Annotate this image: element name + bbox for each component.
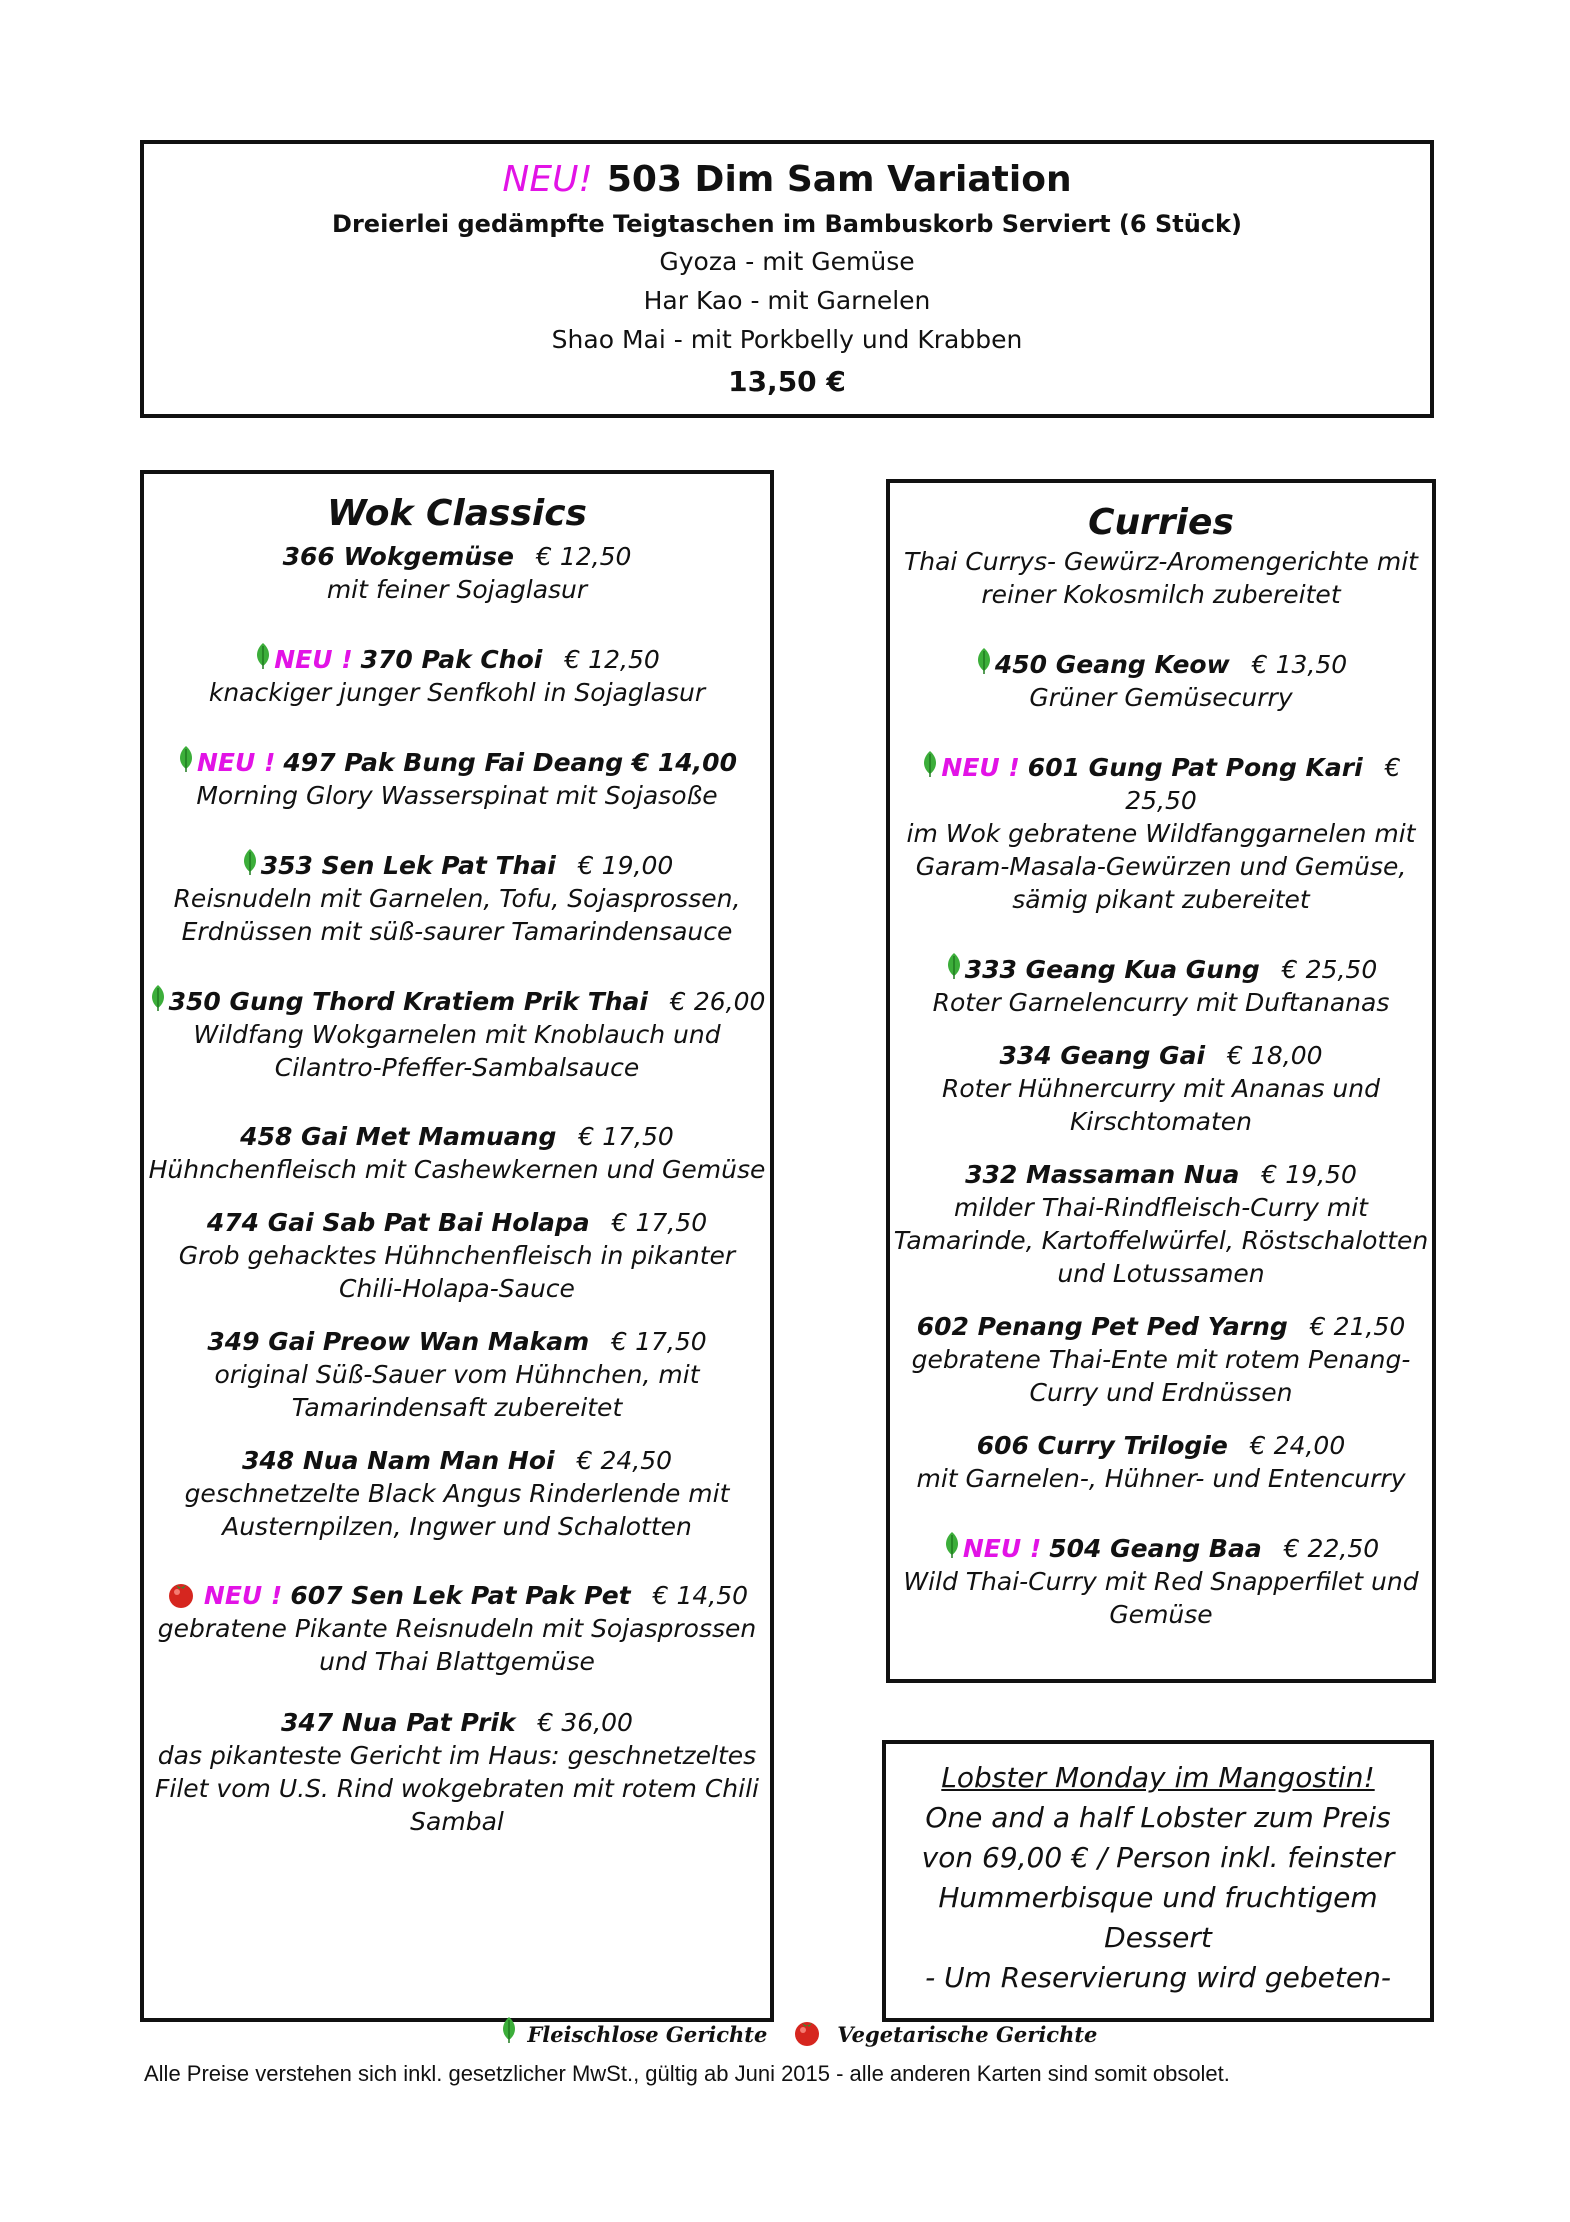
- menu-item-name: 332 Massaman Nua: [965, 1160, 1240, 1189]
- menu-item-description: im Wok gebratene Wildfanggarnelen mit Garam-Masala-Gewürzen und Gemüse, sämig pikant zubereitet: [906, 819, 1416, 914]
- menu-item-head: [166, 1581, 748, 1610]
- menu-item: [144, 1120, 770, 1186]
- wok-classics-title: Wok Classics: [327, 493, 587, 534]
- lobster-line: von 69,00 € / Person inkl. feinster: [921, 1841, 1395, 1874]
- special-line: Gyoza - mit Gemüse: [659, 247, 915, 276]
- menu-item-name: 333 Geang Kua Gung: [964, 955, 1260, 984]
- menu-item-description: gebratene Pikante Reisnudeln mit Sojasprossen und Thai Blattgemüse: [157, 1614, 757, 1676]
- menu-item-price: € 25,50: [1281, 955, 1378, 984]
- menu-item-name: 497 Pak Bung Fai Deang € 14,00: [283, 748, 737, 777]
- menu-item-name: 458 Gai Met Mamuang: [240, 1122, 557, 1151]
- menu-item: [144, 745, 770, 812]
- menu-item-description: Wildfang Wokgarnelen mit Knoblauch und Cilantro-Pfeffer-Sambalsauce: [193, 1020, 721, 1082]
- menu-item-head: [975, 650, 1347, 679]
- menu-item: [144, 540, 770, 606]
- menu-item-price: € 17,50: [611, 1327, 707, 1356]
- special-price: 13,50 €: [728, 365, 846, 398]
- lobster-line: Hummerbisque und fruchtigem: [938, 1881, 1378, 1914]
- menu-item-head: [943, 1534, 1379, 1563]
- menu-item-price: € 12,50: [564, 645, 660, 674]
- special-box: [140, 140, 1434, 418]
- menu-item-head: [240, 1122, 674, 1151]
- legend-vegetarian: Vegetarische Gerichte: [837, 2022, 1098, 2047]
- menu-item-price: € 14,50: [652, 1581, 749, 1610]
- menu-item-name: 349 Gai Preow Wan Makam: [207, 1327, 590, 1356]
- curries-box: [886, 479, 1436, 1683]
- menu-item-head: [965, 1160, 1357, 1189]
- menu-item: [890, 1531, 1432, 1631]
- menu-item-name: 602 Penang Pet Ped Yarng: [916, 1312, 1288, 1341]
- menu-item: [890, 1429, 1432, 1495]
- wok-items-list: [144, 540, 770, 1838]
- menu-item-head: [283, 542, 632, 571]
- menu-item-name: 366 Wokgemüse: [282, 542, 514, 571]
- special-line: Har Kao - mit Garnelen: [643, 286, 931, 315]
- menu-item-name: 350 Gung Thord Kratiem Prik Thai: [168, 987, 648, 1016]
- menu-item: [890, 1039, 1432, 1138]
- curries-title: Curries: [1088, 502, 1234, 543]
- lobster-line: One and a half Lobster zum Preis: [925, 1801, 1391, 1834]
- menu-item-price: € 36,00: [537, 1708, 633, 1737]
- leaf-icon: [975, 647, 993, 675]
- menu-item-name: 370 Pak Choi: [360, 645, 543, 674]
- menu-item-description: mit feiner Sojaglasur: [326, 575, 588, 604]
- menu-item-head: [945, 955, 1377, 984]
- menu-item: [890, 750, 1432, 916]
- lobster-line: - Um Reservierung wird gebeten-: [925, 1961, 1391, 1994]
- menu-item: [890, 952, 1432, 1019]
- menu-item-name: 504 Geang Baa: [1049, 1534, 1262, 1563]
- menu-item-description: knackiger junger Senfkohl in Sojaglasur: [208, 678, 706, 707]
- wok-classics-box: [140, 470, 774, 2022]
- special-subtitle: Dreierlei gedämpfte Teigtaschen im Bambuskorb Serviert (6 Stück): [332, 210, 1242, 238]
- new-tag: NEU !: [941, 753, 1020, 782]
- menu-item: [144, 642, 770, 709]
- menu-item-price: € 12,50: [536, 542, 632, 571]
- price-disclaimer: Alle Preise verstehen sich inkl. gesetzlicher MwSt., gültig ab Juni 2015 - alle anderen Karten sind somit obsolet.: [144, 2061, 1230, 2086]
- leaf-icon: [500, 2016, 518, 2044]
- leaf-icon: [945, 952, 963, 980]
- menu-item-price: € 21,50: [1309, 1312, 1406, 1341]
- menu-item: [144, 984, 770, 1084]
- menu-item-price: € 18,00: [1227, 1041, 1323, 1070]
- menu-item-head: [977, 1431, 1346, 1460]
- menu-item-head: [242, 1446, 672, 1475]
- new-tag: NEU !: [197, 748, 276, 777]
- menu-item-name: 450 Geang Keow: [994, 650, 1230, 679]
- menu-item-price: € 24,00: [1249, 1431, 1346, 1460]
- menu-item-name: 348 Nua Nam Man Hoi: [241, 1446, 555, 1475]
- menu-item: [144, 1206, 770, 1305]
- menu-item-description: Grob gehacktes Hühnchenfleisch in pikanter Chili-Holapa-Sauce: [178, 1241, 736, 1303]
- leaf-icon: [254, 642, 272, 670]
- menu-item-price: € 22,50: [1283, 1534, 1380, 1563]
- menu-item-description: Wild Thai-Curry mit Red Snapperfilet und Gemüse: [903, 1567, 1419, 1629]
- menu-item-description: Reisnudeln mit Garnelen, Tofu, Sojasprossen, Erdnüssen mit süß-saurer Tamarindensauce: [173, 884, 741, 946]
- menu-item-name: 347 Nua Pat Prik: [281, 1708, 516, 1737]
- new-label: NEU!: [502, 159, 593, 200]
- menu-item-description: original Süß-Sauer vom Hühnchen, mit Tamarindensaft zubereitet: [214, 1360, 700, 1422]
- tomato-icon: [166, 1579, 196, 1609]
- menu-item-description: Grüner Gemüsecurry: [1029, 683, 1293, 712]
- menu-item-description: milder Thai-Rindfleisch-Curry mit Tamarinde, Kartoffelwürfel, Röstschalotten und Lotussamen: [893, 1193, 1429, 1288]
- menu-item-head: [177, 748, 737, 777]
- menu-item-description: gebratene Thai-Ente mit rotem Penang-Curry und Erdnüssen: [911, 1345, 1411, 1407]
- new-tag: NEU !: [962, 1534, 1042, 1563]
- menu-item-price: € 17,50: [611, 1208, 708, 1237]
- menu-item: [144, 1325, 770, 1424]
- menu-item-description: Hühnchenfleisch mit Cashewkernen und Gemüse: [148, 1155, 766, 1184]
- lobster-monday-box: [882, 1740, 1434, 2022]
- leaf-icon: [149, 984, 167, 1012]
- leaf-icon: [943, 1531, 961, 1559]
- menu-item-description: Roter Garnelencurry mit Duftananas: [932, 988, 1390, 1017]
- menu-item-name: 606 Curry Trilogie: [976, 1431, 1228, 1460]
- leaf-icon: [241, 848, 259, 876]
- special-title-line: [144, 158, 1430, 202]
- new-tag: NEU !: [203, 1581, 283, 1610]
- menu-item-price: € 19,00: [577, 851, 674, 880]
- menu-item-head: [281, 1708, 633, 1737]
- leaf-icon: [921, 750, 939, 778]
- menu-item-price: € 17,50: [578, 1122, 674, 1151]
- menu-item-head: [921, 753, 1400, 815]
- menu-item-description: Morning Glory Wasserspinat mit Sojasoße: [196, 781, 718, 810]
- lobster-line: Dessert: [1104, 1921, 1212, 1954]
- menu-item-head: [999, 1041, 1322, 1070]
- lobster-headline: Lobster Monday im Mangostin!: [941, 1761, 1375, 1794]
- menu-item: [144, 848, 770, 948]
- menu-item-head: [917, 1312, 1406, 1341]
- tomato-icon: [792, 2017, 822, 2047]
- menu-item: [144, 1706, 770, 1838]
- menu-item-description: mit Garnelen-, Hühner- und Entencurry: [916, 1464, 1406, 1493]
- legend-meatless: Fleischlose Gerichte: [527, 2022, 768, 2047]
- menu-item-name: 601 Gung Pat Pong Kari: [1027, 753, 1363, 782]
- menu-item-price: € 24,50: [576, 1446, 673, 1475]
- menu-item: [890, 1310, 1432, 1409]
- menu-item-head: [207, 1327, 706, 1356]
- menu-item-description: geschnetzelte Black Angus Rinderlende mit Austernpilzen, Ingwer und Schalotten: [184, 1479, 730, 1541]
- menu-item-price: € 25,50: [1125, 753, 1401, 815]
- menu-item: [144, 1579, 770, 1678]
- special-line: Shao Mai - mit Porkbelly und Krabben: [551, 325, 1023, 354]
- menu-item-name: 474 Gai Sab Pat Bai Holapa: [206, 1208, 590, 1237]
- menu-item-name: 607 Sen Lek Pat Pak Pet: [290, 1581, 631, 1610]
- curry-items-list: [890, 647, 1432, 1631]
- leaf-icon: [177, 745, 195, 773]
- menu-item: [890, 1158, 1432, 1290]
- new-tag: NEU !: [274, 645, 353, 674]
- menu-item-head: [241, 851, 674, 880]
- menu-item-description: Roter Hühnercurry mit Ananas und Kirschtomaten: [942, 1074, 1380, 1136]
- menu-item-price: € 13,50: [1251, 650, 1348, 679]
- menu-item-head: [149, 987, 766, 1016]
- special-title: 503 Dim Sam Variation: [606, 159, 1072, 200]
- menu-item-price: € 26,00: [670, 987, 766, 1016]
- menu-item: [890, 647, 1432, 714]
- menu-item-name: 353 Sen Lek Pat Thai: [260, 851, 556, 880]
- menu-item-name: 334 Geang Gai: [999, 1041, 1206, 1070]
- menu-item-head: [207, 1208, 707, 1237]
- menu-item: [144, 1444, 770, 1543]
- menu-item-description: das pikanteste Gericht im Haus: geschnetzeltes Filet vom U.S. Rind wokgebraten mit rotem Chili Sambal: [155, 1741, 759, 1836]
- icon-legend: [500, 2016, 1100, 2053]
- menu-item-head: [254, 645, 660, 674]
- curries-intro: Thai Currys- Gewürz-Aromengerichte mit reiner Kokosmilch zubereitet: [904, 547, 1418, 609]
- menu-item-price: € 19,50: [1261, 1160, 1357, 1189]
